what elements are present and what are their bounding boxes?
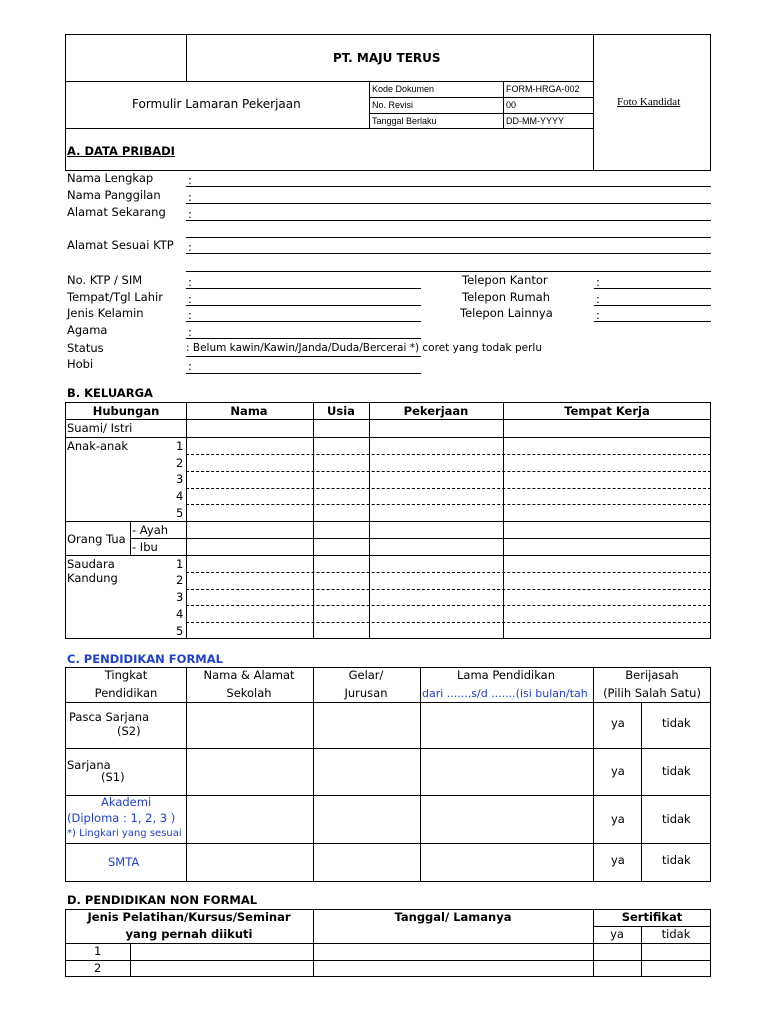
label-status: Status: [67, 341, 104, 355]
keluarga-header: Pekerjaan: [403, 404, 469, 418]
header-divider: [369, 97, 594, 98]
photo-placeholder: Foto Kandidat: [617, 96, 681, 108]
alamat-ktp-field-2[interactable]: [186, 271, 711, 272]
pendidikan-header: Pendidikan: [94, 686, 158, 700]
header-divider: [65, 81, 594, 82]
colon: :: [188, 359, 192, 373]
keluarga-row-line: [186, 622, 711, 623]
option-ya[interactable]: ya: [611, 716, 625, 730]
row-number: 5: [176, 506, 184, 520]
pendidikan-header: Berijasah: [625, 668, 679, 682]
pendidikan-row-line: [65, 795, 711, 796]
nonformal-col-line: [641, 926, 642, 977]
agama-field[interactable]: [186, 338, 421, 339]
pendidikan-header: Jurusan: [344, 686, 388, 700]
telp-lain-field[interactable]: [594, 321, 711, 322]
label-jenis-kelamin: Jenis Kelamin: [67, 306, 144, 320]
revision-value: 00: [506, 100, 517, 110]
row-number: 1: [176, 557, 184, 571]
nonformal-row-number: 1: [94, 944, 102, 958]
row-number: 3: [176, 472, 184, 486]
label-alamat-ktp: Alamat Sesuai KTP: [67, 238, 174, 252]
level-akademi-note: *) Lingkari yang sesuai: [67, 828, 182, 839]
doc-code-label: Kode Dokumen: [372, 84, 435, 94]
row-number: 4: [176, 489, 184, 503]
option-tidak[interactable]: tidak: [662, 764, 691, 778]
nonformal-row-line: [65, 960, 711, 961]
pendidikan-col-line: [593, 667, 594, 882]
header-divider: [186, 34, 187, 82]
pendidikan-header: Tingkat: [104, 668, 148, 682]
header-divider: [593, 34, 594, 171]
level-sarjana: Sarjana: [67, 758, 111, 772]
form-title: Formulir Lamaran Pekerjaan: [132, 97, 301, 111]
nonformal-header: Tanggal/ Lamanya: [394, 910, 512, 924]
level-pasca: (S2): [117, 724, 141, 738]
row-number: 3: [176, 590, 184, 604]
alamat-ktp-field[interactable]: [186, 253, 711, 254]
nonformal-row-number: 2: [94, 961, 102, 975]
header-divider: [503, 81, 504, 129]
nama-panggilan-field[interactable]: [186, 203, 711, 204]
level-pasca: Pasca Sarjana: [69, 710, 150, 724]
pendidikan-header: (Pilih Salah Satu): [603, 686, 701, 700]
label-agama: Agama: [67, 323, 108, 337]
label-no-ktp: No. KTP / SIM: [67, 273, 143, 287]
alamat-sekarang-field[interactable]: [186, 220, 711, 221]
label-hobi: Hobi: [67, 357, 94, 371]
status-options: : Belum kawin/Kawin/Janda/Duda/Bercerai *) coret yang todak perlu: [186, 342, 542, 354]
doc-code-value: FORM-HRGA-002: [506, 84, 580, 94]
pendidikan-col-line: [641, 702, 642, 882]
no-ktp-field[interactable]: [186, 288, 421, 289]
keluarga-header: Hubungan: [92, 404, 160, 418]
label-nama-panggilan: Nama Panggilan: [67, 188, 161, 202]
row-number: 1: [176, 439, 184, 453]
colon: :: [188, 308, 192, 322]
keluarga-row-line: [65, 437, 711, 438]
keluarga-row-line: [186, 589, 711, 590]
label-telp-lain: Telepon Lainnya: [460, 306, 553, 320]
option-ya[interactable]: ya: [611, 853, 625, 867]
label-ttl: Tempat/Tgl Lahir: [67, 290, 163, 304]
effective-value: DD-MM-YYYY: [506, 116, 564, 126]
row-saudara: Kandung: [67, 571, 118, 585]
status-field[interactable]: [186, 356, 421, 357]
keluarga-row-line: [186, 605, 711, 606]
label-alamat-sekarang: Alamat Sekarang: [67, 205, 166, 219]
jenis-kelamin-field[interactable]: [186, 321, 421, 322]
row-number: 5: [176, 624, 184, 638]
keluarga-header: Tempat Kerja: [564, 404, 650, 418]
telp-kantor-field[interactable]: [594, 288, 711, 289]
pendidikan-header: dari .......s/d .......(isi bulan/tah: [422, 688, 588, 699]
pendidikan-col-line: [186, 667, 187, 882]
keluarga-row-line: [130, 538, 711, 539]
effective-label: Tanggal Berlaku: [372, 116, 437, 126]
row-orang-tua: Orang Tua: [67, 532, 126, 546]
option-tidak[interactable]: tidak: [662, 716, 691, 730]
pendidikan-col-line: [420, 667, 421, 882]
label-telp-rumah: Telepon Rumah: [462, 290, 550, 304]
level-akademi: (Diploma : 1, 2, 3 ): [67, 811, 176, 825]
row-number: 2: [176, 456, 184, 470]
nonformal-header: Jenis Pelatihan/Kursus/Seminar: [87, 910, 291, 924]
colon: :: [596, 275, 600, 289]
pendidikan-header: Lama Pendidikan: [456, 668, 556, 682]
alamat-sekarang-field-2[interactable]: [186, 237, 711, 238]
row-anak: Anak-anak: [67, 439, 129, 453]
level-sarjana: (S1): [101, 770, 125, 784]
section-c-title: C. PENDIDIKAN FORMAL: [67, 652, 223, 666]
option-ya[interactable]: ya: [611, 812, 625, 826]
nonformal-ya: ya: [610, 927, 624, 941]
keluarga-header: Usia: [327, 404, 355, 418]
pendidikan-header: Gelar/: [348, 668, 384, 682]
header-divider: [369, 81, 370, 129]
row-number: 4: [176, 607, 184, 621]
nonformal-tidak: tidak: [661, 927, 691, 941]
header-divider: [65, 128, 594, 129]
telp-rumah-field[interactable]: [594, 305, 711, 306]
colon: :: [188, 325, 192, 339]
option-tidak[interactable]: tidak: [662, 853, 691, 867]
row-ayah: - Ayah: [132, 523, 169, 537]
nonformal-header: Sertifikat: [621, 910, 683, 924]
keluarga-row-line: [186, 471, 711, 472]
nonformal-row-line: [65, 943, 711, 944]
pendidikan-row-line: [65, 702, 711, 703]
pendidikan-row-line: [65, 843, 711, 844]
colon: :: [596, 308, 600, 322]
keluarga-row-line: [186, 454, 711, 455]
colon: :: [596, 292, 600, 306]
level-akademi: Akademi: [101, 795, 152, 809]
colon: :: [188, 240, 192, 254]
colon: :: [188, 275, 192, 289]
company-name: PT. MAJU TERUS: [333, 51, 441, 65]
keluarga-row-line: [65, 555, 711, 556]
pendidikan-row-line: [65, 748, 711, 749]
header-divider: [369, 113, 594, 114]
label-nama-lengkap: Nama Lengkap: [67, 171, 154, 185]
nonformal-header: yang pernah diikuti: [125, 927, 253, 941]
pendidikan-header: Sekolah: [226, 686, 272, 700]
keluarga-header: Nama: [230, 404, 268, 418]
hobi-field[interactable]: [186, 373, 421, 374]
keluarga-row-line: [65, 521, 711, 522]
ttl-field[interactable]: [186, 305, 421, 306]
section-a-title: A. DATA PRIBADI: [67, 144, 175, 158]
option-ya[interactable]: ya: [611, 764, 625, 778]
section-b-title: B. KELUARGA: [67, 386, 153, 400]
row-ibu: - Ibu: [132, 540, 158, 554]
colon: :: [188, 190, 192, 204]
pendidikan-col-line: [313, 667, 314, 882]
row-saudara: Saudara: [67, 557, 115, 571]
label-telp-kantor: Telepon Kantor: [462, 273, 548, 287]
row-suami-istri: Suami/ Istri: [67, 421, 133, 435]
revision-label: No. Revisi: [372, 100, 414, 110]
pendidikan-header: Nama & Alamat: [203, 668, 295, 682]
nama-lengkap-field[interactable]: [186, 186, 711, 187]
keluarga-row-line: [65, 419, 711, 420]
option-tidak[interactable]: tidak: [662, 812, 691, 826]
keluarga-row-line: [186, 504, 711, 505]
row-number: 2: [176, 573, 184, 587]
section-d-title: D. PENDIDIKAN NON FORMAL: [67, 893, 258, 907]
level-smta: SMTA: [108, 855, 140, 869]
colon: :: [188, 207, 192, 221]
colon: :: [188, 173, 192, 187]
keluarga-row-line: [186, 572, 711, 573]
keluarga-row-line: [186, 488, 711, 489]
colon: :: [188, 292, 192, 306]
